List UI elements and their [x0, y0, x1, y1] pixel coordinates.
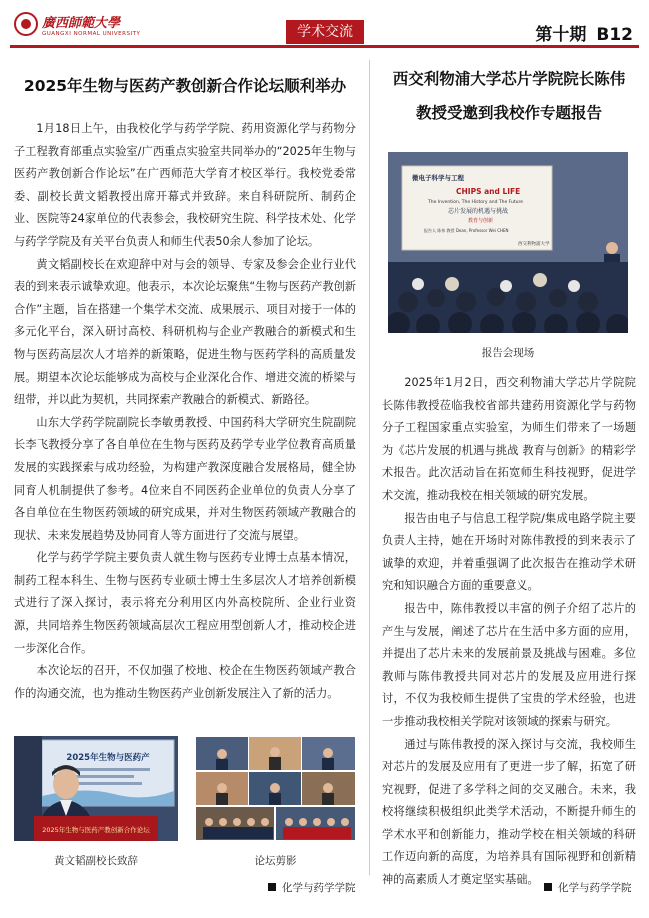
podium-banner: 2025年生物与医药产教创新合作论坛 [42, 826, 150, 834]
vice-president-speech-illustration [14, 736, 178, 841]
right-article-title [382, 62, 636, 130]
university-seal-icon [14, 12, 38, 36]
page-number: B12 [596, 25, 633, 45]
paragraph: 通过与陈伟教授的深入探讨与交流，我校师生对芯片的发展及应用有了更进一步了解，拓宽了研究视野，促进了多学科之间的交叉融合。未来，我校将继续积极组织此类学术活动，不断提升师生的学术水平和创新能力，推动学校在相关领域的科研工作迈向新的高度，为培养具有国际视野和创新精神的高素质人才奠定坚实基础。 [382, 737, 636, 887]
slide-title-cn: 芯片发展的机遇与挑战 [448, 208, 509, 215]
forum-collage-illustration [195, 736, 356, 841]
slide-brand: 西交利物浦大学 [518, 242, 550, 247]
lecture-hall-illustration [388, 152, 628, 333]
paragraph: 山东大学药学院副院长李敏勇教授、中国药科大学研究生院副院长李飞教授分享了各自单位在生物与医药及药学专业学位教育高质量发展的实践探索与成功经验，为构建产教深度融合发展格局，健全协同育人机制提供了参考。4位来自不同医药企业单位的负责人分享了各自单位在生物医药领域的研究成果，并对生物医药领域产教融合的现状、未来发展趋势及协同育人等方面进行了交流与展望。 [14, 415, 356, 542]
left-article-title: 2025年生物与医药产教创新合作论坛顺利举办 [23, 77, 347, 95]
square-bullet-icon [544, 883, 552, 891]
header-rule [10, 45, 639, 48]
forum-collage-photo [195, 736, 356, 841]
title-line-2: 教授受邀到我校作专题报告 [415, 104, 602, 122]
slide-speaker: 报告人 陈伟 教授 Dean, Professor Wei CHEN [424, 228, 509, 233]
paragraph: 化学与药学学院主要负责人就生物与医药专业博士点基本情况，制药工程本科生、生物与医药专业硕士博士生多层次人才培养创新模式进行了深入探讨，表示将充分利用区内外高校院所、企业行业资源，共同培养生物医药领域高层次工程应用型创新人才，推动校企进一步深化合作。 [14, 551, 356, 655]
photo-caption: 报告会现场 [481, 347, 535, 359]
slide-subtitle-en: The Invention, The History and The Future [428, 200, 524, 205]
paragraph: 报告中，陈伟教授以丰富的例子介绍了芯片的产生与发展，阐述了芯片在生活中多方面的应用，并提出了芯片未来的发展前景及挑战与困难。多位教师与陈伟教授共同对芯片的发展及应用进行探讨，不仅为我校师生提供了宝贵的学术经验，也进一步推动我校相关学院对该领域的探索与研究。 [382, 601, 636, 728]
paragraph: 本次论坛的召开，不仅加强了校地、校企在生物医药领域产教合作的沟通交流，也为推动生物医药产业创新发展注入了新的活力。 [14, 664, 356, 700]
logo-english: GUANGXI NORMAL UNIVERSITY [42, 31, 141, 37]
paragraph: 1月18日上午，由我校化学与药学学院、药用资源化学与药物分子工程教育部重点实验室/广西重点实验室共同举办的“2025年生物与医药产教创新合作论坛”在广西师范大学育才校区举行。我校党委常委、副校长黄文韬教授出席开幕式并致辞。来自科研院所、制药企业、医院等24家单位的代表参会，我校研究生院、科学技术处、化学与药学学院及有关平台负责人和师生代表50余人参加了论坛。 [14, 122, 356, 248]
left-article-body [14, 118, 356, 705]
column-divider [369, 60, 370, 875]
university-logo [14, 10, 141, 42]
photo-caption: 黄文韬副校长致辞 [54, 855, 138, 867]
paragraph: 黄文韬副校长在欢迎辞中对与会的领导、专家及参会企业行业代表的到来表示诚挚欢迎。他表示，本次论坛聚焦“生物与医药产教创新合作”主题，旨在搭建一个集学术交流、成果展示、项目对接于一体的多元化平台，深入研讨高校、科研机构与企业产教融合的新模式和生物与医药高层次人才培养的新策略，促进生物与医药学科的高质量发展。期望本次论坛能够成为高校与企业深化合作、增进交流的桥梁与纽带，并以此为契机，共同探索产教融合的新模式、新路径。 [14, 257, 356, 407]
right-footer [544, 880, 632, 895]
right-footer-text: 化学与药学学院 [558, 882, 632, 894]
square-bullet-icon [268, 883, 276, 891]
page-header [0, 0, 649, 50]
left-footer [268, 880, 356, 895]
right-article-body [382, 372, 636, 892]
slide-heading: 微电子科学与工程 [412, 174, 464, 182]
title-line-1: 西交利物浦大学芯片学院院长陈伟 [392, 70, 626, 88]
screen-title: 2025年生物与医药产 [66, 753, 150, 763]
paragraph: 2025年1月2日，西交利物浦大学芯片学院院长陈伟教授莅临我校省部共建药用资源化学与药物分子工程国家重点实验室，为师生们带来了一场题为《芯片发展的机遇与挑战 教育与创新》的精彩学术报告。此次活动旨在拓宽师生科技视野，促进学术交流，推动我校在相关领域的研究发展。 [382, 376, 636, 502]
vice-president-speech-photo [14, 736, 178, 841]
section-tab: 学术交流 [286, 20, 364, 44]
photo-caption: 论坛剪影 [254, 855, 297, 867]
paragraph: 报告由电子与信息工程学院/集成电路学院主要负责人主持，她在开场时对陈伟教授的到来表示了诚挚的欢迎，并着重强调了此次报告在推动学术研究和知识融合方面的重要意义。 [382, 511, 636, 593]
issue-number: 第十期 [535, 25, 587, 45]
issue-label [535, 20, 633, 45]
slide-subtitle-cn: 教育与创新 [468, 218, 494, 224]
lecture-hall-photo [388, 152, 628, 333]
logo-chinese: 廣西師範大學 [42, 16, 121, 31]
left-article [14, 60, 356, 705]
slide-title-en: CHIPS and LIFE [456, 187, 521, 196]
left-photo-row [14, 736, 356, 876]
left-footer-text: 化学与药学学院 [282, 882, 356, 894]
